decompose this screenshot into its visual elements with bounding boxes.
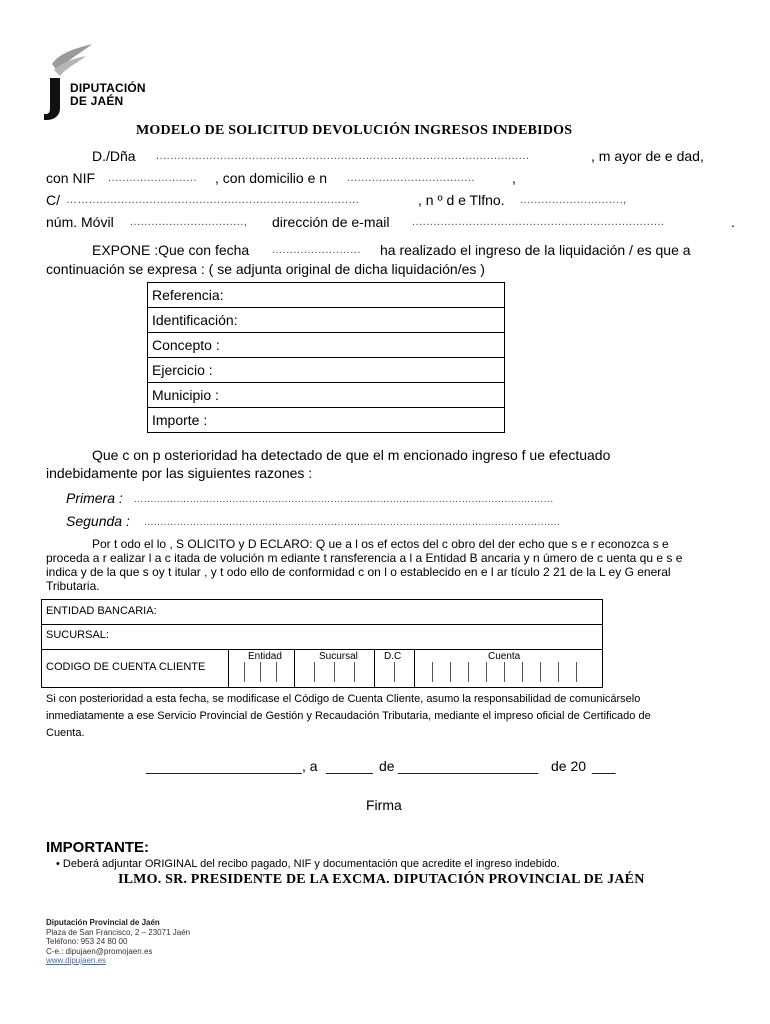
bank-entidad-row[interactable] bbox=[42, 600, 602, 625]
date-month-field[interactable]: __________________ bbox=[398, 758, 539, 774]
importante-text: Deberá adjuntar ORIGINAL del recibo pagado, NIF y documentación que acredite el ingreso indebido. bbox=[62, 858, 560, 870]
ref-row-municipio[interactable]: Municipio : bbox=[148, 383, 505, 408]
ccc-entidad-group[interactable] bbox=[228, 649, 294, 685]
ref-row-concepto[interactable]: Concepto : bbox=[148, 333, 505, 358]
page-title: MODELO DE SOLICITUD DEVOLUCIÓN INGRESOS INDEBIDOS bbox=[136, 123, 573, 138]
solicito-text-4: Tributaria. bbox=[46, 579, 100, 593]
expone-text-2: continuación se expresa : ( se adjunta original de dicha liquidación/es ) bbox=[46, 261, 485, 277]
email-label: dirección de e-mail bbox=[272, 214, 390, 230]
notice-text-3: Cuenta. bbox=[46, 727, 85, 739]
importante-bullet bbox=[56, 858, 560, 870]
expone-label: EXPONE :Que con fecha bbox=[92, 242, 250, 258]
reason-primera-label: Primera : bbox=[66, 490, 123, 506]
footer-email[interactable]: C-e.: dipujaen@promojaen.es bbox=[46, 946, 153, 956]
date-place-field[interactable]: ____________________ bbox=[146, 758, 302, 774]
logo bbox=[40, 42, 160, 124]
bank-ccc-label: CODIGO DE CUENTA CLIENTE bbox=[46, 661, 206, 673]
logo-line2: DE JAÉN bbox=[70, 94, 124, 108]
email-period: . bbox=[731, 214, 735, 230]
date-year-label: de 20 bbox=[551, 758, 587, 774]
street-label: C/ bbox=[46, 192, 60, 208]
street-field[interactable]: ……............................................................................ bbox=[66, 194, 360, 206]
domicilio-field[interactable]: .................................... bbox=[347, 172, 476, 184]
date-a-label: , a bbox=[302, 758, 318, 774]
footer-org: Diputación Provincial de Jaén bbox=[46, 918, 160, 927]
ref-row-referencia[interactable]: Referencia: bbox=[148, 283, 505, 308]
date-day-field[interactable]: ______ bbox=[326, 758, 373, 774]
posteriority-text: Que c on p osterioridad ha detectado de que el m encionado ingreso f ue efectuado bbox=[92, 447, 611, 463]
footer-web-link[interactable]: www.dipujaen.es bbox=[46, 956, 107, 965]
date-year-field[interactable]: ___ bbox=[592, 758, 616, 774]
reason-primera-field[interactable]: ................................................................................................................................ bbox=[134, 494, 554, 505]
ccc-sucursal-group[interactable] bbox=[294, 649, 374, 685]
bank-ccc-row bbox=[42, 649, 602, 687]
mobile-field[interactable]: ................................, bbox=[130, 216, 248, 228]
notice-text-2: inmediatamente a ese Servicio Provincial de Gestión y Recaudación Tributaria, mediante el impreso oficial de Certificado de bbox=[46, 710, 651, 722]
domicilio-label: , con domicilio e n bbox=[215, 170, 328, 186]
domicilio-comma: , bbox=[512, 170, 516, 186]
ref-row-importe[interactable]: Importe : bbox=[148, 408, 505, 433]
phone-label: , n º d e Tlfno. bbox=[418, 192, 505, 208]
ccc-cuenta-header: Cuenta bbox=[488, 651, 521, 662]
phone-field[interactable]: ............................., bbox=[520, 194, 627, 206]
nif-label: con NIF bbox=[46, 170, 96, 186]
bank-table bbox=[41, 599, 603, 688]
fecha-field[interactable]: ......................... bbox=[272, 244, 361, 256]
ref-row-identificacion[interactable]: Identificación: bbox=[148, 308, 505, 333]
solicito-text-2: proceda a r ealizar l a c itada de volución m ediante t ransferencia a l a Entidad B ancaria y n úmero de c uenta qu e s e bbox=[46, 551, 683, 565]
ccc-dc-group[interactable] bbox=[374, 649, 414, 685]
signature-label: Firma bbox=[366, 797, 402, 813]
liquidation-table bbox=[147, 282, 505, 433]
logo-line1: DIPUTACIÓN bbox=[70, 81, 146, 95]
bullet-icon: • bbox=[56, 858, 63, 870]
footer-address: Plaza de San Francisco, 2 – 23071 Jaén bbox=[46, 927, 191, 937]
reason-segunda-label: Segunda : bbox=[66, 513, 130, 529]
notice-text: Si con posterioridad a esta fecha, se modificase el Código de Cuenta Cliente, asumo la responsabilidad de comunicárselo bbox=[46, 693, 641, 705]
ccc-entidad-header: Entidad bbox=[248, 651, 282, 662]
name-field[interactable]: ......................................................................................................... bbox=[156, 150, 530, 162]
email-field[interactable]: ....................................................................... bbox=[412, 216, 665, 228]
name-label: D./Dña bbox=[92, 148, 136, 164]
solicito-text: Por t odo el lo , S OLICITO y D ECLARO: Q ue a l os ef ectos del c obro del der echo que s e r econozca s e bbox=[92, 537, 669, 551]
bank-sucursal-row[interactable] bbox=[42, 624, 602, 650]
ref-row-ejercicio[interactable]: Ejercicio : bbox=[148, 358, 505, 383]
bank-entidad-label: ENTIDAD BANCARIA: bbox=[46, 605, 157, 617]
importante-heading: IMPORTANTE: bbox=[46, 839, 150, 856]
bank-sucursal-label: SUCURSAL: bbox=[46, 629, 109, 641]
footer bbox=[46, 918, 190, 966]
ccc-cuenta-group[interactable] bbox=[414, 649, 602, 685]
ccc-sucursal-header: Sucursal bbox=[319, 651, 358, 662]
nif-field[interactable]: ......................... bbox=[108, 172, 197, 184]
date-de-label: de bbox=[379, 758, 395, 774]
mobile-label: núm. Móvil bbox=[46, 214, 114, 230]
ccc-dc-header: D.C bbox=[384, 651, 402, 662]
posteriority-text-2: indebidamente por las siguientes razones : bbox=[46, 465, 313, 481]
expone-text: ha realizado el ingreso de la liquidación / es que a bbox=[380, 242, 691, 258]
footer-phone: Teléfono: 953 24 80 00 bbox=[46, 937, 128, 946]
addressee: ILMO. SR. PRESIDENTE DE LA EXCMA. DIPUTACIÓN PROVINCIAL DE JAÉN bbox=[118, 872, 645, 887]
reason-segunda-field[interactable]: ............................................................................................................................... bbox=[144, 517, 561, 528]
age-text: , m ayor de e dad, bbox=[591, 148, 704, 164]
solicito-text-3: indica y de la que s oy t itular , y t odo ello de conformidad c on l o establecido en e l ar tículo 2 21 de la L ey G eneral bbox=[46, 565, 671, 579]
